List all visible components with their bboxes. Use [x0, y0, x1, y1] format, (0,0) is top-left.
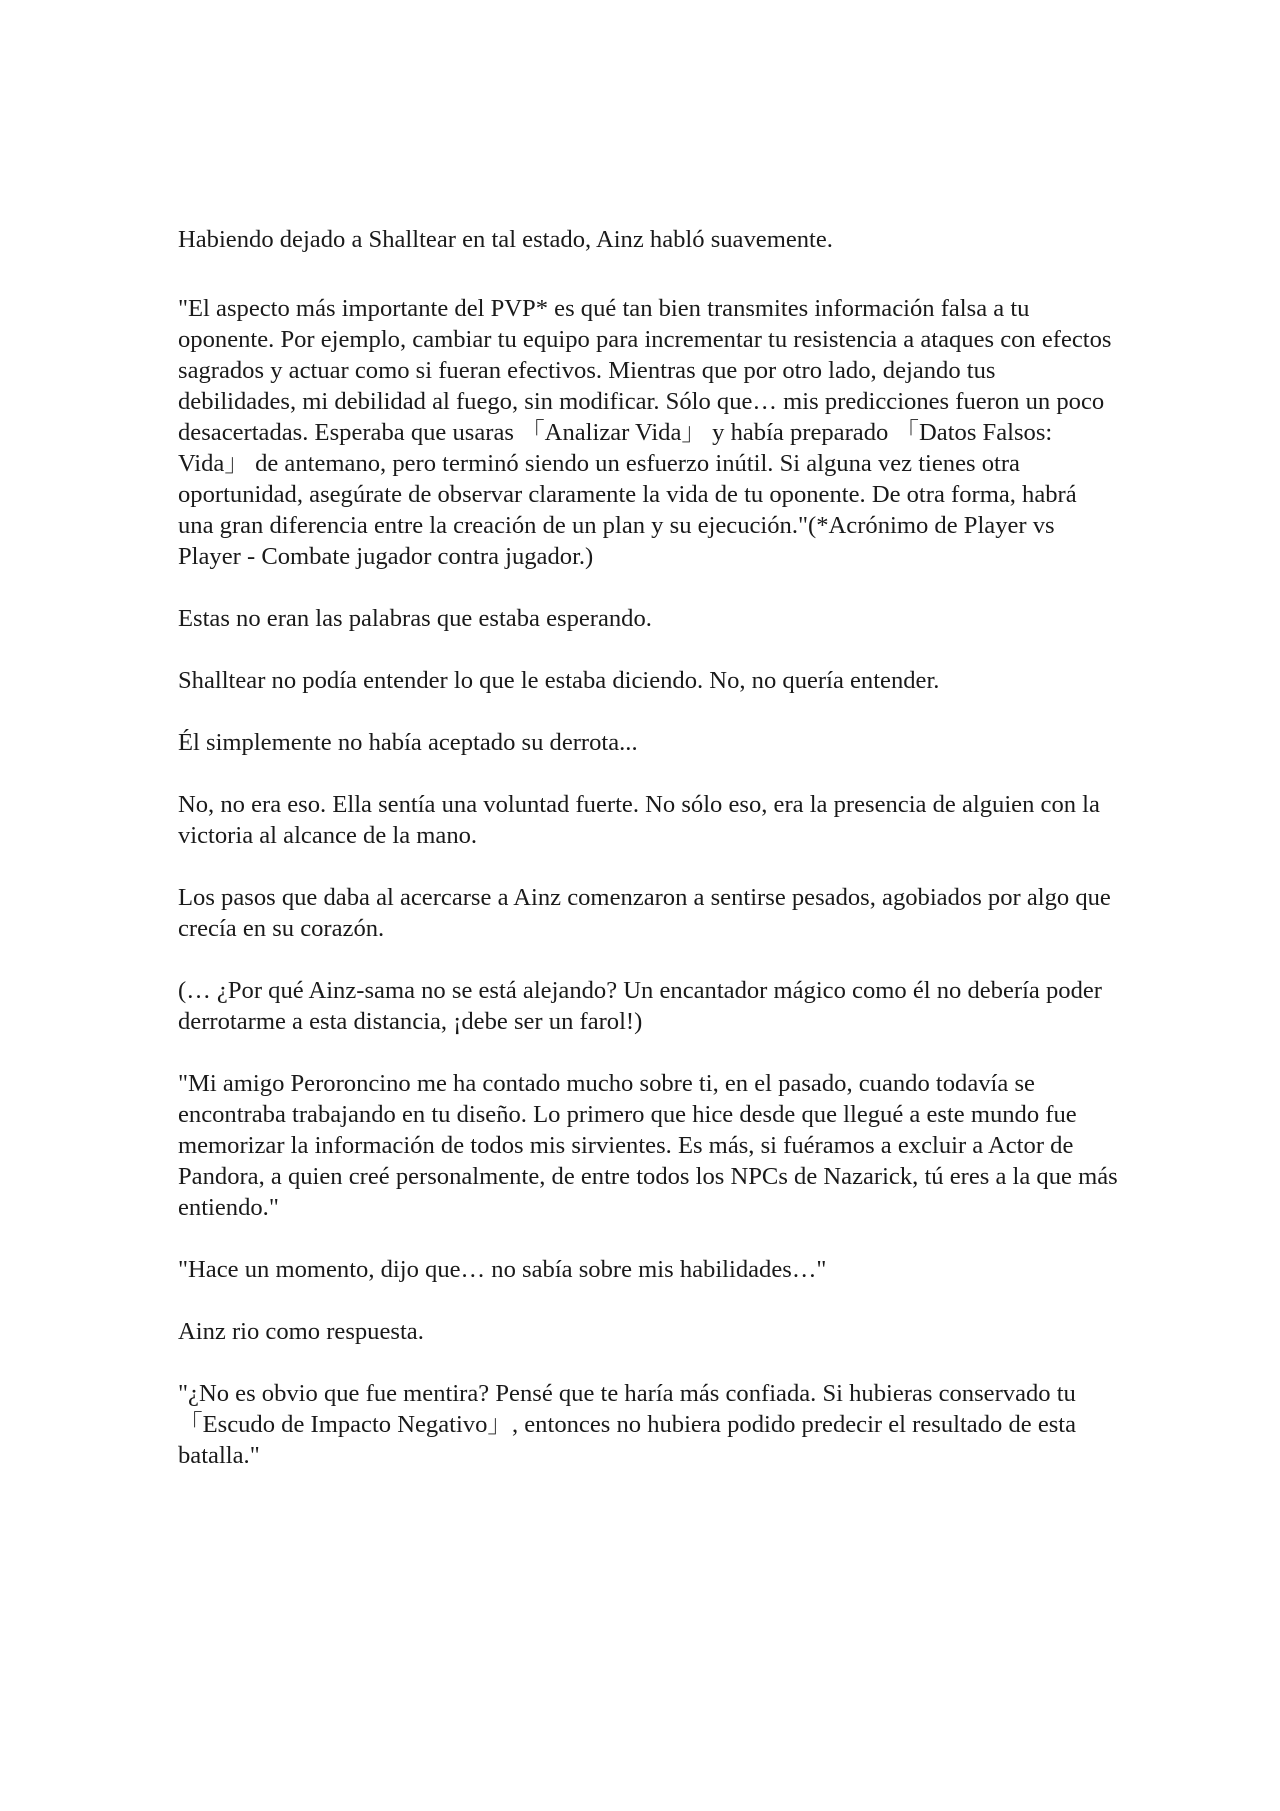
paragraph-narration: Habiendo dejado a Shalltear en tal estado, Ainz habló suavemente.	[178, 226, 833, 253]
paragraph-ainz-speech: "¿No es obvio que fue mentira? Pensé que te haría más confiada. Si hubieras conservado tu 「Escudo de Impacto Negativo」, entonces no hubiera podido predecir el resultado de esta batalla."	[178, 1380, 1077, 1469]
paragraph-ainz-speech: "Mi amigo Peroroncino me ha contado mucho sobre ti, en el pasado, cuando todavía se encontraba trabajando en tu diseño. Lo primero que hice desde que llegué a este mundo fue memorizar la información de todos mis sirvientes. Es más, si fuéramos a excluir a Actor de Pandora, a quien creé personalmente, de entre todos los NPCs de Nazarick, tú eres a la que más entiendo."	[178, 1070, 1118, 1221]
paragraph-inner-thought: (… ¿Por qué Ainz-sama no se está alejando? Un encantador mágico como él no debería poder derrotarme a esta distancia, ¡debe ser un farol!)	[178, 977, 1102, 1035]
paragraph-ainz-pvp-speech: "El aspecto más importante del PVP* es qué tan bien transmites información falsa a tu oponente. Por ejemplo, cambiar tu equipo para incrementar tu resistencia a ataques con efectos sagrados y actuar como si fueran efectivos. Mientras que por otro lado, dejando tus debilidades, mi debilidad al fuego, sin modificar. Sólo que… mis predicciones fueron un poco desacertadas. Esperaba que usaras 「Analizar Vida」 y había preparado 「Datos Falsos: Vida」 de antemano, pero terminó siendo un esfuerzo inútil. Si alguna vez tienes otra oportunidad, asegúrate de observar claramente la vida de tu oponente. De otra forma, habrá una gran diferencia entre la creación de un plan y su ejecución."(*Acrónimo de Player vs Player - Combate jugador contra jugador.)	[178, 295, 1112, 570]
paragraph-shalltear-speech: "Hace un momento, dijo que… no sabía sobre mis habilidades…"	[178, 1256, 827, 1283]
paragraph-narration: Los pasos que daba al acercarse a Ainz comenzaron a sentirse pesados, agobiados por algo que crecía en su corazón.	[178, 884, 1111, 942]
paragraph-narration: Estas no eran las palabras que estaba esperando.	[178, 605, 652, 632]
paragraph-narration: Él simplemente no había aceptado su derrota...	[178, 729, 638, 756]
paragraph-narration: Ainz rio como respuesta.	[178, 1318, 424, 1345]
paragraph-narration: No, no era eso. Ella sentía una voluntad fuerte. No sólo eso, era la presencia de alguien con la victoria al alcance de la mano.	[178, 791, 1100, 849]
paragraph-narration: Shalltear no podía entender lo que le estaba diciendo. No, no quería entender.	[178, 667, 940, 694]
document-body	[178, 224, 1118, 1502]
